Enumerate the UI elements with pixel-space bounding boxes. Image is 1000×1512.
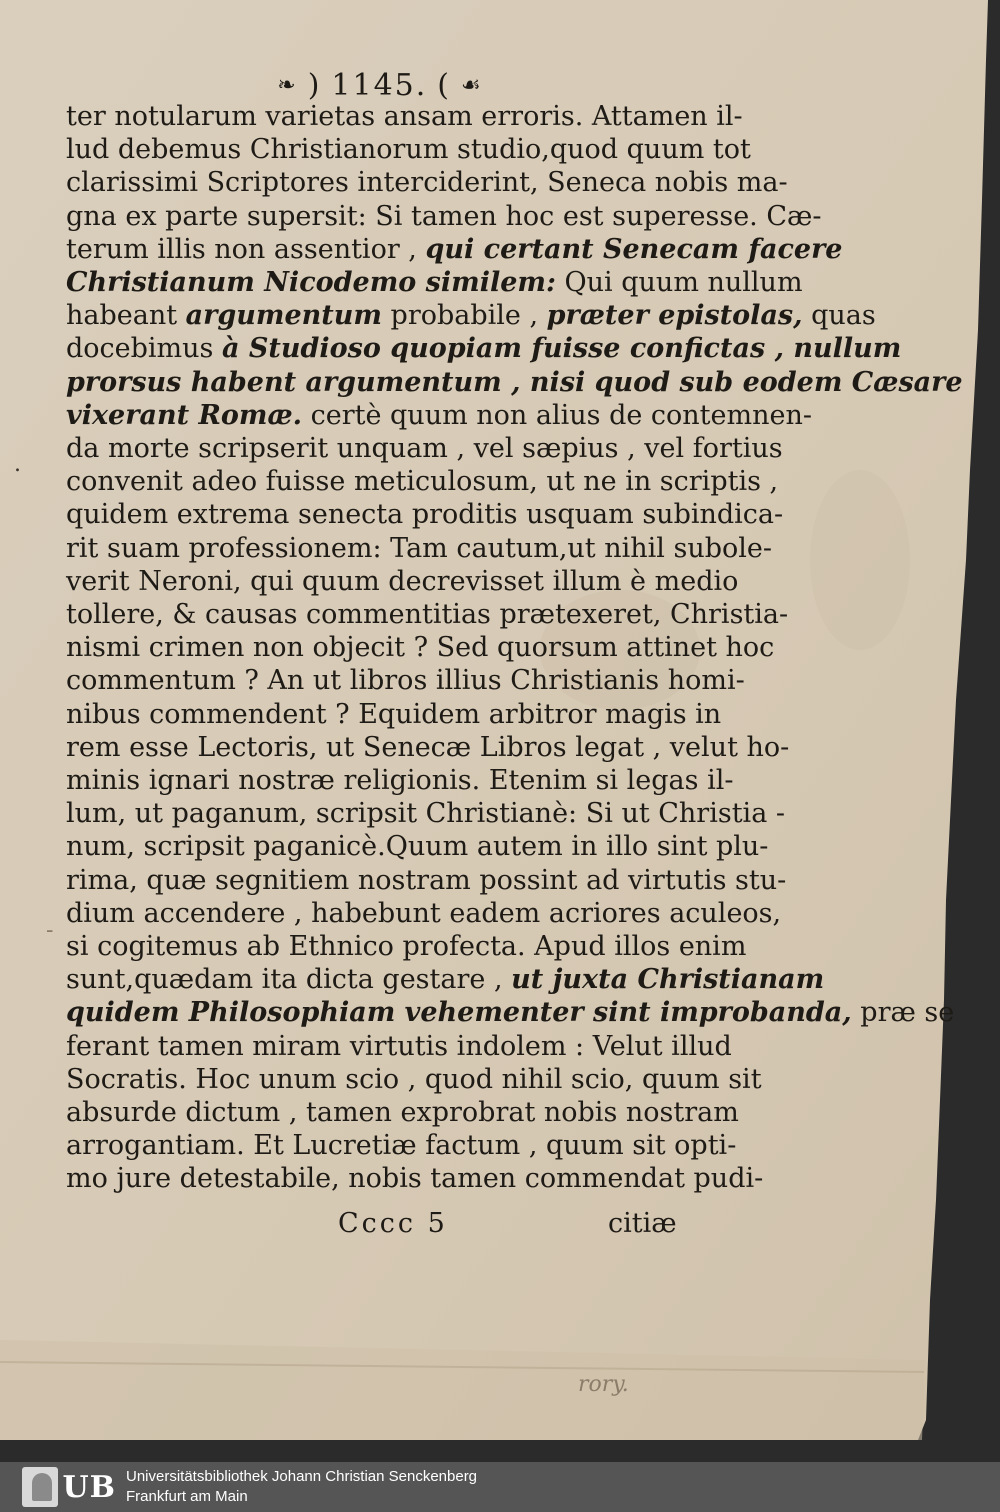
catchword: citiæ [608,1208,677,1239]
italic-text: qui certant Senecam facere [425,233,843,265]
roman-text: habeant [66,300,186,332]
text-line [66,1096,739,1129]
roman-text: da morte scripserit unquam , vel sæpius , vel fortius [66,433,783,464]
text-line [66,233,843,266]
roman-text: rit suam professionem: Tam cautum,ut nihil subole- [66,532,773,564]
roman-text: lud debemus Christianorum studio,quod quum tot [66,134,751,166]
right-ornament-icon: ☙ [461,72,483,98]
roman-text: absurde dictum , tamen exprobrat nobis nostram [66,1097,739,1128]
italic-text: præter epistolas, [546,300,803,332]
roman-text: rem esse Lectoris, ut Senecæ Libros legat , velut ho- [66,731,790,763]
roman-text: verit Neroni, qui quum decrevisset illum è medio [66,565,739,597]
text-line [66,996,955,1029]
roman-text: Socratis. Hoc unum scio , quod nihil scio, quum sit [66,1063,762,1095]
roman-text: ferant tamen miram virtutis indolem : Velut illud [66,1030,732,1062]
text-line [66,432,783,465]
text-line [66,897,782,930]
text-line [66,664,745,697]
roman-text: quidem extrema senecta proditis usquam subindica- [66,499,784,531]
roman-text: si cogitemus ab Ethnico profecta. Apud illos enim [66,931,747,962]
text-line [66,963,825,996]
text-line [66,731,790,764]
signature-mark: Cccc 5 [338,1208,448,1239]
text-line [66,864,787,897]
page-number: 1145. [331,67,428,103]
text-line [66,698,722,731]
roman-text: lum, ut paganum, scripsit Christianè: Si ut Christia - [66,798,785,830]
text-line [66,1030,732,1063]
text-line [66,465,779,498]
bracket-right: ( [437,67,452,103]
roman-text: docebimus [66,333,222,365]
roman-text: præ se [851,997,955,1029]
bracket-left: ) [307,67,322,103]
roman-text: tollere, & causas commentitias prætexeret, Christia- [66,599,789,630]
roman-text: mo jure detestabile, nobis tamen commendat pudi- [66,1163,764,1195]
left-ornament-icon: ❧ [277,72,298,98]
italic-text: argumentum [185,300,382,332]
roman-text: dium accendere , habebunt eadem acriores aculeos, [66,897,782,929]
roman-text: rima, quæ segnitiem nostram possint ad virtutis stu- [66,864,787,896]
roman-text: Qui quum nullum [555,267,803,298]
text-line [66,366,963,399]
italic-text: vixerant Romæ. [66,399,303,431]
roman-text: minis ignari nostræ religionis. Etenim si legas il- [66,765,734,796]
roman-text: certè quum non alius de contemnen- [302,399,812,431]
roman-text: ter notularum varietas ansam erroris. Attamen il- [66,101,743,132]
text-line [66,631,775,664]
roman-text: arrogantiam. Et Lucretiæ factum , quum sit opti- [66,1130,737,1162]
roman-text: nismi crimen non objecit ? Sed quorsum attinet hoc [66,632,775,664]
roman-text: num, scripsit paganicè.Quum autem in illo sint plu- [66,831,769,863]
text-line [66,797,785,830]
text-line [66,764,734,797]
roman-text: quas [802,300,876,332]
italic-text: prorsus habent argumentum , nisi quod sub eodem Cæsare [66,366,963,398]
bleed-through-text: rory. [578,1372,629,1397]
text-line [66,1162,764,1195]
roman-text: nibus commendent ? Equidem arbitror magis in [66,698,722,730]
text-line [66,266,803,299]
italic-text: Christianum Nicodemo similem: [66,267,556,298]
seal-icon [22,1467,58,1507]
text-line [66,930,747,963]
roman-text: clarissimi Scriptores interciderint, Seneca nobis ma- [66,167,788,199]
roman-text: commentum ? An ut libros illius Christianis homi- [66,665,745,697]
text-line [66,200,822,233]
text-line [66,565,739,598]
text-line [66,830,769,863]
institution-line-2: Frankfurt am Main [126,1488,248,1505]
roman-text: terum illis non assentior , [66,233,426,265]
institution-name [126,1467,477,1507]
text-line [66,498,784,531]
logo-text: UB [62,1469,116,1505]
text-line [66,166,788,199]
roman-text: probabile , [381,300,547,332]
roman-text: sunt,quædam ita dicta gestare , [66,964,512,996]
text-line [66,299,876,332]
text-line [66,1129,737,1162]
text-line [66,332,902,365]
italic-text: quidem Philosophiam vehementer sint improbanda, [66,997,852,1029]
text-line [66,532,773,565]
text-line [66,1063,762,1096]
text-line [66,100,743,133]
text-line [66,399,812,432]
institution-line-1: Universitätsbibliothek Johann Christian Senckenberg [126,1468,478,1485]
margin-mark: - [46,918,54,943]
roman-text: convenit adeo fuisse meticulosum, ut ne in scriptis , [66,466,779,498]
text-line [66,598,789,631]
roman-text: gna ex parte supersit: Si tamen hoc est superesse. Cæ- [66,200,822,232]
italic-text: à Studioso quopiam fuisse confictas , nullum [222,333,902,365]
text-line [66,133,751,166]
library-footer [0,1462,1000,1512]
running-head [220,66,540,104]
library-logo[interactable] [0,1462,116,1512]
margin-mark: . [14,452,21,477]
italic-text: ut juxta Christianam [511,964,825,996]
